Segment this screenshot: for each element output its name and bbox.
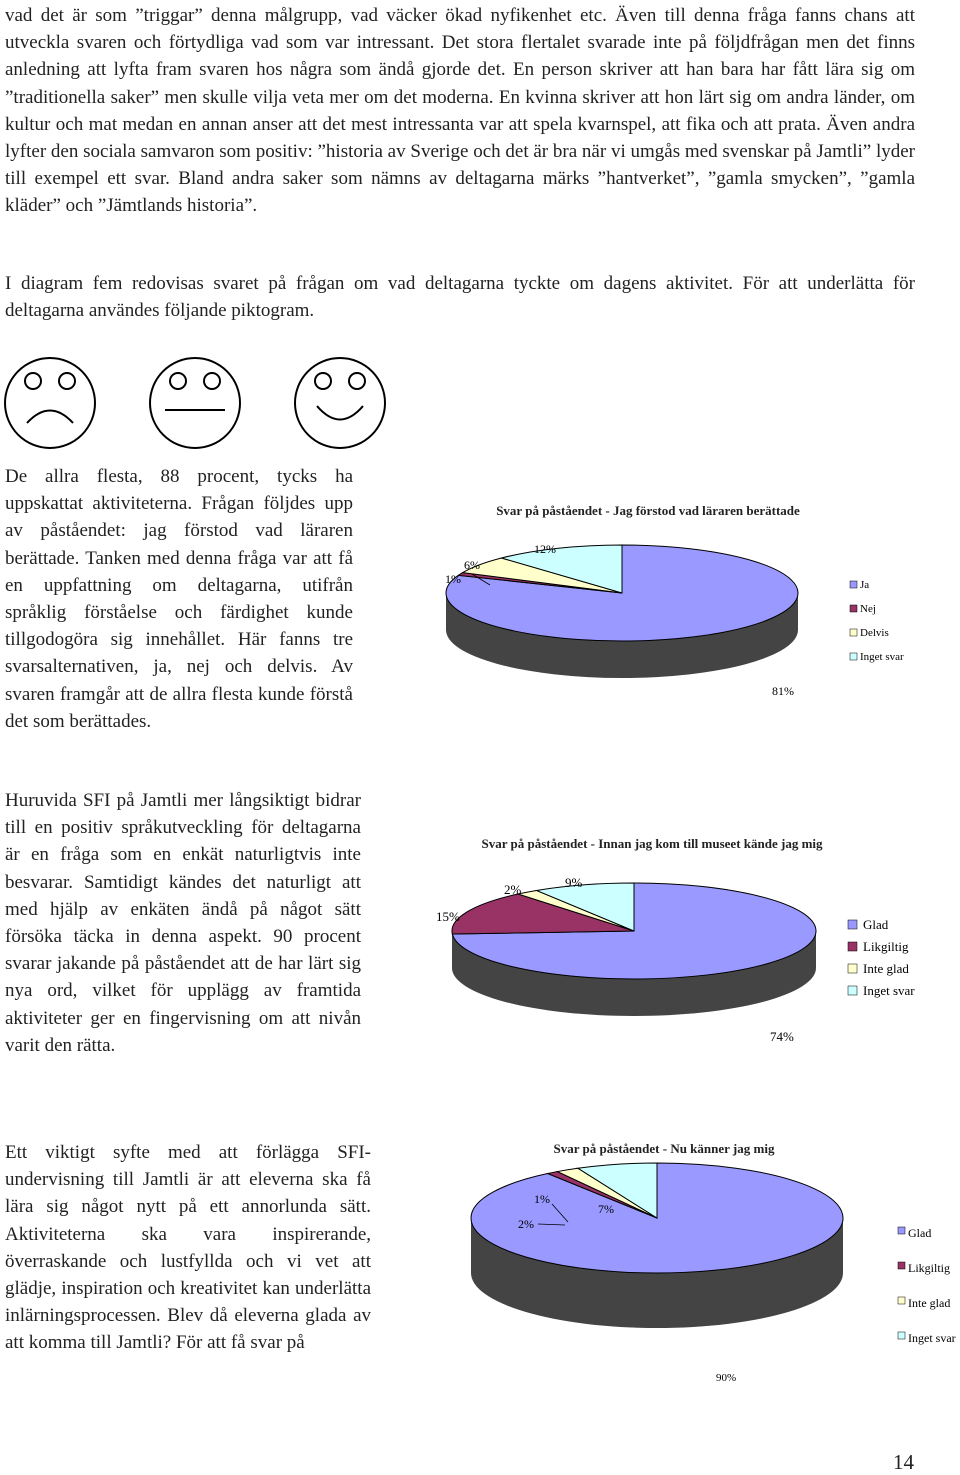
data-label-likgiltig: 15% (436, 909, 460, 924)
legend-inget-svar: Inget svar (860, 651, 904, 663)
sad-face-icon (5, 358, 95, 448)
legend-glad: Glad (908, 1226, 932, 1240)
legend-swatch-delvis (850, 629, 857, 636)
intro-text: vad det är som ”triggar” denna målgrupp, vad väcker ökad nyfikenhet etc. Även till denna fråga fanns chans att utveckla svaren och förtydliga vad som var intressant. Det stora flertalet svarade inte på följdfrågan men det finns anledning att lyfta fram svaren hos några som ändå gjorde det. En person skriver att han bara har fått lära sig om ”traditionella saker” men skulle vilja veta mer om det moderna. En kvinna skriver att hon lärt sig om andra länder, om kultur och mat medan en annan anser att det mest intressanta var att spela kvarnspel, att fika och att prata. Även andra lyfter den sociala samvaron som positiv: ”historia av Sverige och det är bra när vi umgås med svenskar på Jamtli” lyder till exempel ett svar. Bland andra saker som nämns av deltagarna märks ”hantverket”, ”gamla smycken”, ”gamla kläder” och ”Jämtlands historia”. (5, 5, 915, 217)
legend (848, 917, 915, 998)
legend-inget-svar: Inget svar (908, 1331, 956, 1345)
legend-swatch-likgiltig (848, 942, 857, 951)
legend-swatch-glad (848, 920, 857, 929)
data-label-glad: 74% (770, 1029, 794, 1044)
legend-inte-glad: Inte glad (908, 1296, 951, 1310)
chart-title: Svar på påståendet - Nu känner jag mig (553, 1141, 775, 1156)
legend-swatch-nej (850, 605, 857, 612)
data-label-ja: 81% (772, 684, 794, 698)
legend-swatch-inget-svar (850, 653, 857, 660)
diagram-intro-text: I diagram fem redovisas svaret på frågan om vad deltagarna tyckte om dagens aktivitet. För att underlätta för deltagarna användes följande piktogram. (5, 273, 915, 322)
legend-inte-glad: Inte glad (863, 961, 909, 976)
legend-swatch-ja (850, 581, 857, 588)
happy-face-icon (295, 358, 385, 448)
data-label-inte-glad: 2% (518, 1217, 534, 1231)
data-label-inget-svar: 12% (534, 542, 556, 556)
neutral-face-icon (150, 358, 240, 448)
legend-swatch-inte-glad (898, 1297, 905, 1304)
data-label-delvis: 6% (464, 558, 480, 572)
legend (898, 1226, 956, 1345)
legend (850, 579, 904, 663)
data-label-inget-svar: 7% (598, 1202, 614, 1216)
chart-title: Svar på påståendet - Jag förstod vad läraren berättade (496, 503, 800, 518)
pie-chart-understood (400, 495, 960, 725)
pictogram-row (0, 348, 400, 458)
data-label-nej: 1% (445, 572, 461, 586)
pie-chart-before-museum (400, 828, 960, 1068)
data-label-inget-svar: 9% (565, 875, 583, 890)
legend-delvis: Delvis (860, 627, 889, 639)
intro-paragraph (5, 2, 915, 220)
side-paragraph-2: Huruvida SFI på Jamtli mer långsiktigt bidrar till en positiv språkutveckling för deltagarna är en fråga som en enkät naturligtvis inte besvarar. Samtidigt kändes det naturligt att med hjälp av enkäten ändå på något sätt försöka täcka in denna aspekt. 90 procent svarar jakande på påståendet att de har lärt sig nya ord, vilket för upplägg av framtida aktiviteter ger en fingervisning om att nivån varit den rätta. (5, 790, 361, 1056)
legend-swatch-inget-svar (898, 1332, 905, 1339)
data-label-inte-glad: 2% (504, 882, 522, 897)
page-number: 14 (893, 1450, 914, 1474)
legend-ja: Ja (860, 579, 870, 591)
legend-swatch-inget-svar (848, 986, 857, 995)
data-label-likgiltig: 1% (534, 1192, 550, 1206)
legend-nej: Nej (860, 603, 876, 615)
legend-swatch-likgiltig (898, 1262, 905, 1269)
legend-likgiltig: Likgiltig (863, 939, 909, 954)
legend-likgiltig: Likgiltig (908, 1261, 950, 1275)
side-paragraph-3: Ett viktigt syfte med att förlägga SFI-undervisning till Jamtli är att eleverna ska få lära sig något nytt på ett annorlunda sätt. Aktiviteterna ska vara inspirerande, överraskande och lustfyllda och vi vet att glädje, inspiration och kreativitet kan underlätta inlärningsprocessen. Blev då eleverna glada av att komma till Jamtli? För att få svar på (5, 1142, 371, 1354)
legend-swatch-inte-glad (848, 964, 857, 973)
legend-inget-svar: Inget svar (863, 983, 915, 998)
legend-glad: Glad (863, 917, 889, 932)
side-paragraph-1: De allra flesta, 88 procent, tycks ha uppskattat aktiviteterna. Frågan följdes upp av påståendet: jag förstod vad läraren berättade. Tanken med denna fråga var att få en uppfattning om deltagarna, utifrån språklig förståelse och färdighet kunde tillgodogöra sig innehållet. Här fanns tre svarsalternativen, ja, nej och delvis. Av svaren framgår att de allra flesta kunde förstå det som berättades. (5, 466, 353, 732)
pie-chart-now (400, 1130, 960, 1400)
legend-swatch-glad (898, 1227, 905, 1234)
data-label-glad: 90% (716, 1372, 737, 1384)
diagram-intro-paragraph (5, 270, 915, 324)
chart-title: Svar på påståendet - Innan jag kom till museet kände jag mig (481, 836, 823, 851)
